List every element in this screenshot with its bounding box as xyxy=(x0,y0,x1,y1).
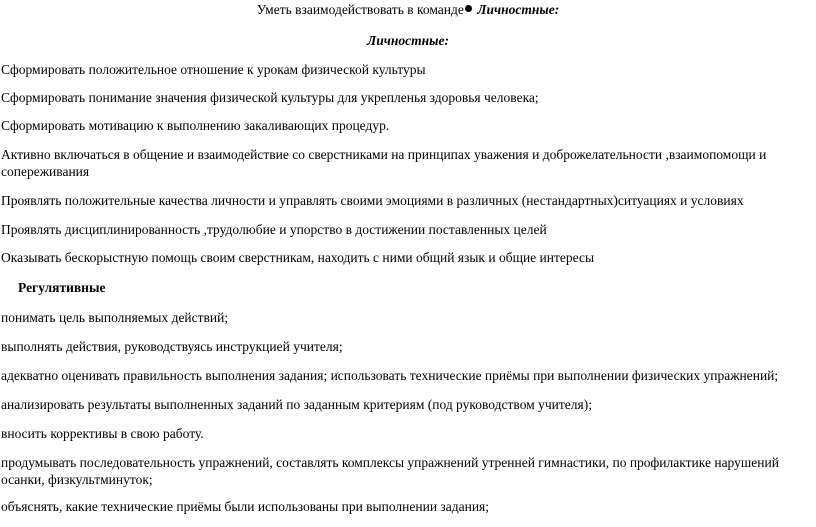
regulatory-section-title: Регулятивные xyxy=(18,280,106,295)
regulatory-item: выполнять действия, руководствуясь инструкцией учителя; xyxy=(1,339,343,354)
regulatory-item: понимать цель выполняемых действий; xyxy=(1,310,229,325)
personal-item: Сформировать мотивацию к выполнению закаливающих процедур. xyxy=(1,118,390,133)
personal-item: Сформировать понимание значения физической культуры для укрепленья здоровья человека; xyxy=(1,90,539,105)
personal-item: Проявлять положительные качества личности и управлять своими эмоциями в различных (нестандартных)ситуациях и условиях xyxy=(1,193,744,208)
header-line xyxy=(0,1,816,18)
regulatory-item: вносить коррективы в свою работу. xyxy=(1,426,204,441)
personal-item: Оказывать бескорыстную помощь своим сверстникам, находить с ними общий язык и общие интересы xyxy=(1,250,595,265)
personal-section-title: Личностные: xyxy=(367,33,449,48)
header-suffix: Личностные: xyxy=(473,2,560,17)
personal-item: Активно включаться в общение и взаимодействие со сверстниками на принципах уважения и доброжелательности ,взаимопомощи и сопереживания xyxy=(1,147,767,179)
personal-item: Проявлять дисциплинированность ,трудолюбие и упорство в достижении поставленных целей xyxy=(1,222,547,237)
regulatory-item: объяснять, какие технические приёмы были использованы при выполнении задания; xyxy=(1,499,490,514)
header-prefix: Уметь взаимодействовать в команде xyxy=(256,2,464,17)
regulatory-item: адекватно оценивать правильность выполнения задания; использовать технические приёмы при выполнении физических упражнений; xyxy=(1,368,779,383)
bullet-icon xyxy=(465,5,472,12)
personal-item: Сформировать положительное отношение к урокам физической культуры xyxy=(1,62,426,77)
regulatory-item: продумывать последовательность упражнений, составлять комплексы упражнений утренней гимнастики, по профилактике нарушений осанки, физкультминуток; xyxy=(1,455,779,487)
regulatory-item: анализировать результаты выполненных заданий по заданным критериям (под руководством учителя); xyxy=(1,397,592,412)
